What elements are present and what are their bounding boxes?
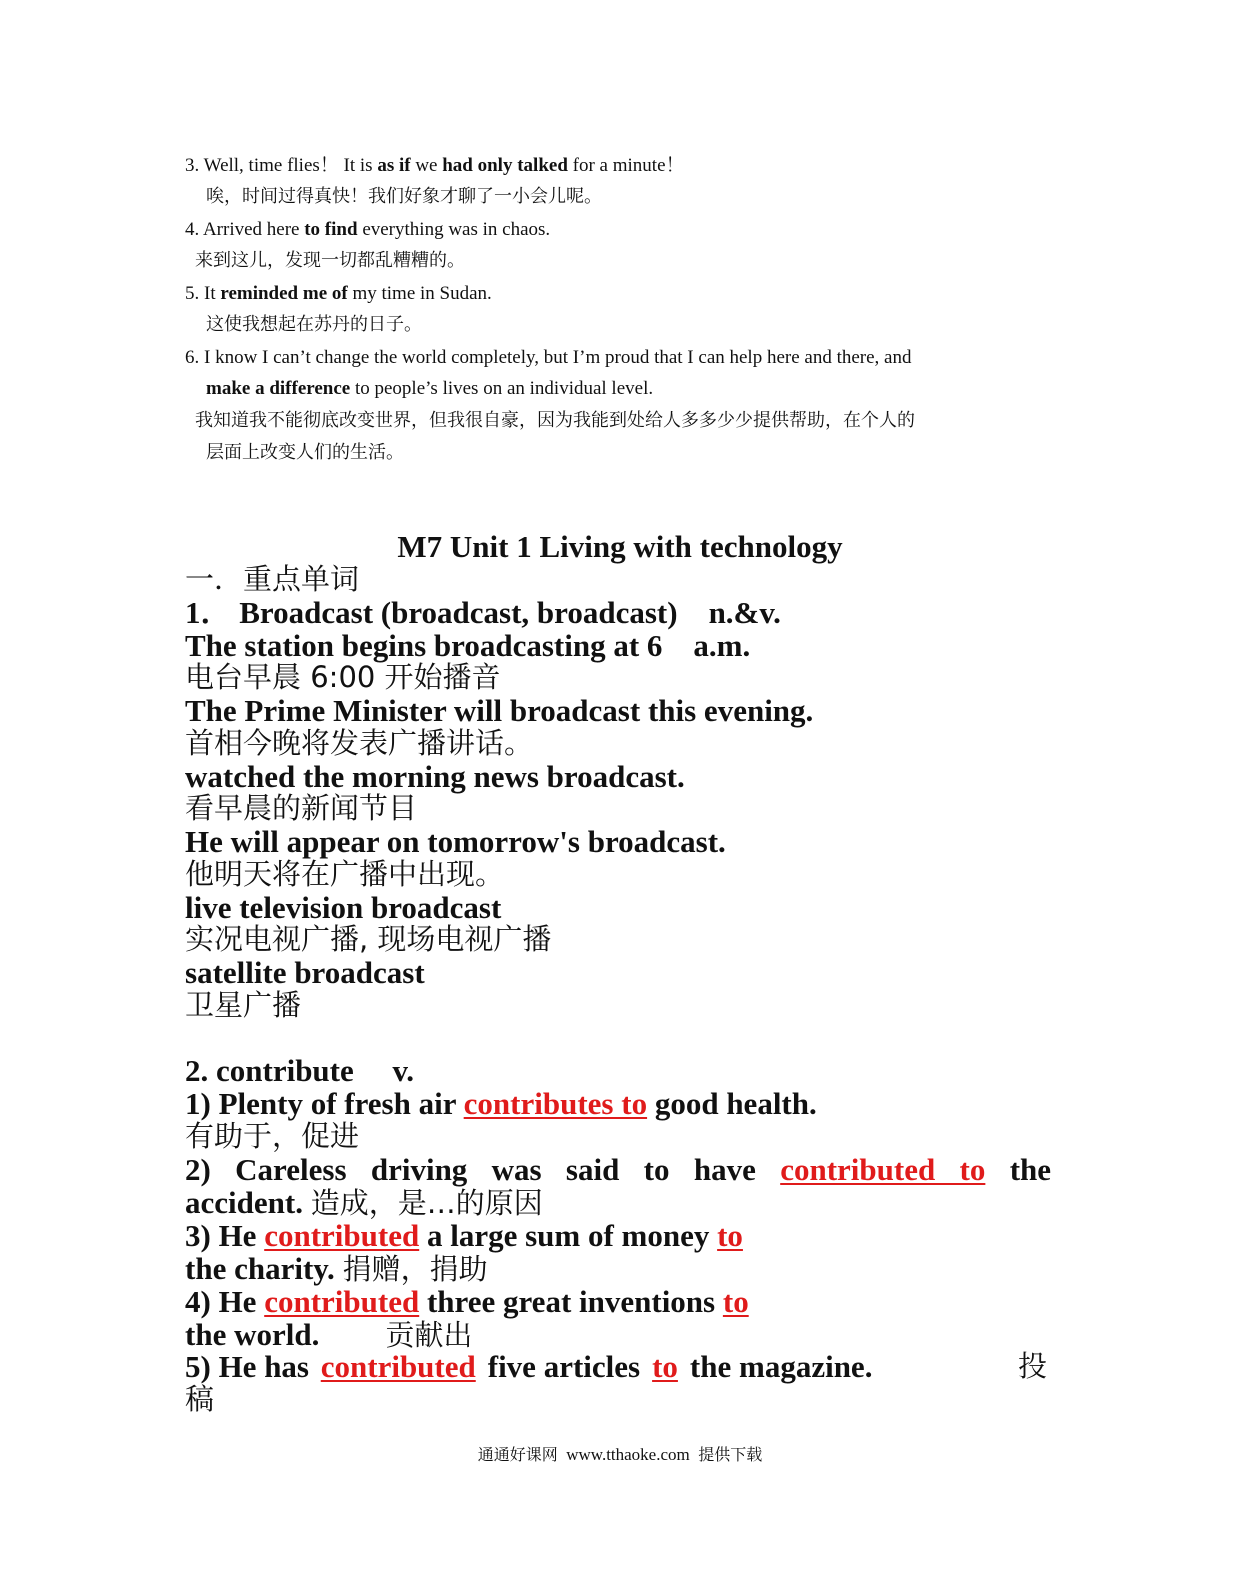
sentence-3-en [185,154,685,178]
sentence-6-en-line2 [206,377,653,401]
highlight-phrase: contributed to [780,1152,986,1187]
example-cn: 有助于，促进 [185,1119,360,1153]
example-line [185,1186,543,1220]
text: 4) He [185,1284,265,1319]
word-2-heading: 2. contribute v. [185,1053,415,1088]
highlight-phrase: contributed [320,1349,476,1384]
sentence-6-cn-line2: 层面上改变人们的生活。 [206,442,404,463]
text: for a minute！ [567,155,685,176]
sentence-5-en [185,282,492,306]
example-en: satellite broadcast [185,955,425,990]
example-cn: 卫星广播 [185,988,302,1022]
example-cn: 捐赠，捐助 [342,1252,488,1286]
highlight-phrase: contributed [264,1284,420,1319]
text: the world. [185,1317,320,1352]
example-line [185,1252,488,1286]
section-heading: 一．重点单词 [185,562,360,596]
contribute-example-1 [185,1087,817,1120]
example-en: live television broadcast [185,890,502,925]
text: 5. It [185,283,221,304]
highlight-phrase: to [717,1218,743,1253]
word-1-heading: 1． Broadcast (broadcast, broadcast) n.&v. [185,595,781,630]
text: good health. [647,1086,817,1121]
text: 3. Well, time flies！ It is [185,155,378,176]
example-cn: 看早晨的新闻节目 [185,791,418,825]
highlight-phrase: to [722,1284,749,1319]
text: 2) Careless driving was said to have [185,1152,756,1187]
text: five articles [487,1349,641,1384]
footer-note: 提供下载 [698,1445,763,1464]
contribute-example-3 [185,1219,743,1252]
text: to people’s lives on an individual level. [350,378,654,399]
sentence-4-en [185,218,550,242]
text: the charity. [185,1251,335,1286]
sentence-5-cn: 这使我想起在苏丹的日子。 [206,314,422,335]
sentence-6-en-line1: 6. I know I can’t change the world completely, but I’m proud that I can help here and there, and [185,347,912,368]
text: 4. Arrived here [185,219,305,240]
page-title: M7 Unit 1 Living with technology [397,529,843,564]
highlight-phrase: contributed [264,1218,420,1253]
example-line [185,1318,472,1352]
sentence-6-cn-line1: 我知道我不能彻底改变世界，但我很自豪，因为我能到处给人多多少少提供帮助，在个人的 [195,410,915,431]
example-cn: 投 [1018,1349,1048,1383]
footer-site-name: 通通好课网 [477,1445,558,1464]
text: my time in Sudan. [347,283,492,304]
page-footer [0,1444,1240,1466]
bold-phrase: make a difference [206,378,351,399]
text: 3) He [185,1218,265,1253]
text: accident. [185,1185,303,1220]
example-cn: 造成，是…的原因 [310,1186,543,1220]
highlight-phrase: to [652,1349,678,1384]
contribute-example-5 [185,1350,872,1383]
text: three great inventions [419,1284,723,1319]
text: a large sum of money [419,1218,718,1253]
text: the magazine. [689,1349,873,1384]
example-cn: 电台早晨 6:00 开始播音 [185,660,501,694]
bold-phrase: had only talked [442,155,568,176]
example-en: He will appear on tomorrow's broadcast. [185,824,726,859]
text: 1) Plenty of fresh air [185,1086,464,1121]
text: 5) He has [185,1349,309,1384]
text: we [410,155,443,176]
bold-phrase: to find [304,219,358,240]
text: the [1009,1152,1052,1187]
highlight-phrase: contributes to [463,1086,648,1121]
example-cn: 贡献出 [385,1318,473,1352]
example-cn: 他明天将在广播中出现。 [185,857,505,891]
text: everything was in chaos. [357,219,551,240]
example-en: The station begins broadcasting at 6 a.m. [185,628,751,663]
contribute-example-2 [185,1153,1051,1186]
example-cn: 首相今晚将发表广播讲话。 [185,726,534,760]
sentence-4-cn: 来到这儿，发现一切都乱糟糟的。 [195,250,465,271]
bold-phrase: reminded me of [220,283,348,304]
example-en: watched the morning news broadcast. [185,759,685,794]
example-cn: 实况电视广播, 现场电视广播 [185,922,552,956]
sentence-3-cn: 唉，时间过得真快！我们好象才聊了一小会儿呢。 [206,186,602,207]
footer-url: www.tthaoke.com [566,1445,690,1464]
contribute-example-4 [185,1285,749,1318]
bold-phrase: as if [377,155,411,176]
example-cn: 稿 [185,1382,215,1416]
example-en: The Prime Minister will broadcast this evening. [185,693,814,728]
